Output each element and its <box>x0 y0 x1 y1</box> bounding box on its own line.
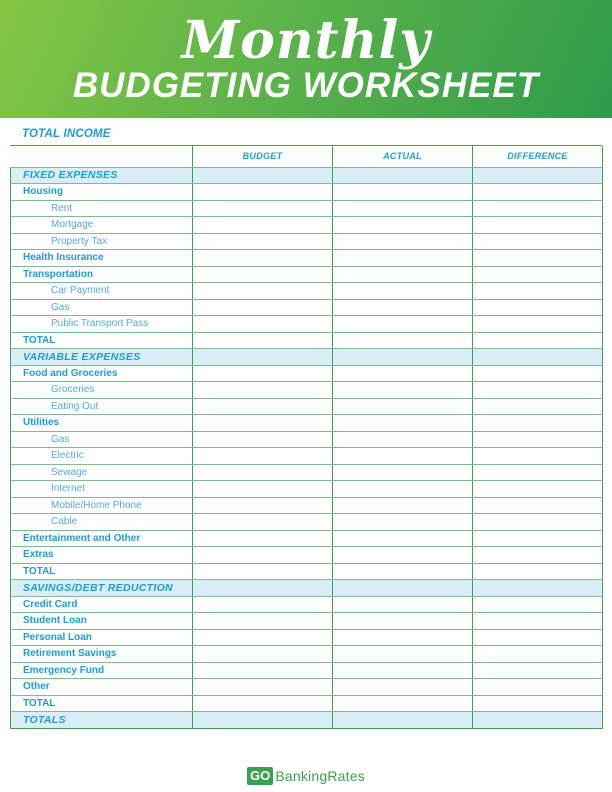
table-row <box>11 662 603 679</box>
difference-cell[interactable] <box>473 530 603 547</box>
difference-cell[interactable] <box>473 283 603 300</box>
table-row <box>11 481 603 498</box>
difference-cell[interactable] <box>473 580 603 597</box>
difference-cell[interactable] <box>473 712 603 729</box>
actual-cell[interactable] <box>333 662 473 679</box>
table-row <box>11 233 603 250</box>
table-row <box>11 415 603 432</box>
actual-cell[interactable] <box>333 250 473 267</box>
table-row <box>11 464 603 481</box>
row-label: Gas <box>11 431 193 448</box>
table-row <box>11 316 603 333</box>
budget-cell[interactable] <box>193 332 333 349</box>
row-label: Student Loan <box>11 613 193 630</box>
actual-cell[interactable] <box>333 349 473 366</box>
difference-cell[interactable] <box>473 250 603 267</box>
actual-cell[interactable] <box>333 514 473 531</box>
difference-cell[interactable] <box>473 217 603 234</box>
row-label: SAVINGS/DEBT REDUCTION <box>11 580 193 597</box>
row-label: Other <box>11 679 193 696</box>
row-label: Rent <box>11 200 193 217</box>
title-budgeting-worksheet: BUDGETING WORKSHEET <box>72 65 540 105</box>
difference-cell[interactable] <box>473 497 603 514</box>
budget-cell[interactable] <box>193 316 333 333</box>
actual-cell[interactable] <box>333 580 473 597</box>
budget-cell[interactable] <box>193 530 333 547</box>
table-row <box>11 679 603 696</box>
difference-cell[interactable] <box>473 547 603 564</box>
row-label: Internet <box>11 481 193 498</box>
difference-cell[interactable] <box>473 349 603 366</box>
row-label: Utilities <box>11 415 193 432</box>
table-row <box>11 695 603 712</box>
table-row <box>11 200 603 217</box>
difference-cell[interactable] <box>473 184 603 201</box>
difference-cell[interactable] <box>473 200 603 217</box>
actual-cell[interactable] <box>333 217 473 234</box>
difference-cell[interactable] <box>473 365 603 382</box>
budget-column-header: BUDGET <box>193 146 333 167</box>
table-row <box>11 184 603 201</box>
table-row <box>11 712 603 729</box>
table-row <box>11 580 603 597</box>
actual-cell[interactable] <box>333 415 473 432</box>
budget-cell[interactable] <box>193 497 333 514</box>
actual-cell[interactable] <box>333 167 473 184</box>
total-income-row <box>10 118 602 146</box>
budget-cell[interactable] <box>193 382 333 399</box>
table-row <box>11 349 603 366</box>
budget-cell[interactable] <box>193 184 333 201</box>
actual-cell[interactable] <box>333 646 473 663</box>
budget-table <box>10 146 603 729</box>
actual-cell[interactable] <box>333 613 473 630</box>
row-label: Entertainment and Other <box>11 530 193 547</box>
budget-cell[interactable] <box>193 365 333 382</box>
table-row <box>11 398 603 415</box>
difference-cell[interactable] <box>473 431 603 448</box>
budget-cell[interactable] <box>193 266 333 283</box>
row-label: Mobile/Home Phone <box>11 497 193 514</box>
actual-cell[interactable] <box>333 398 473 415</box>
budget-cell[interactable] <box>193 167 333 184</box>
row-label: Transportation <box>11 266 193 283</box>
row-label: Groceries <box>11 382 193 399</box>
difference-cell[interactable] <box>473 316 603 333</box>
row-label: Credit Card <box>11 596 193 613</box>
actual-cell[interactable] <box>333 184 473 201</box>
row-label: FIXED EXPENSES <box>11 167 193 184</box>
difference-cell[interactable] <box>473 382 603 399</box>
actual-cell[interactable] <box>333 283 473 300</box>
budget-cell[interactable] <box>193 629 333 646</box>
budget-cell[interactable] <box>193 547 333 564</box>
budget-cell[interactable] <box>193 283 333 300</box>
difference-cell[interactable] <box>473 464 603 481</box>
table-row <box>11 547 603 564</box>
budget-cell[interactable] <box>193 464 333 481</box>
title-monthly: Monthly <box>181 9 431 71</box>
actual-cell[interactable] <box>333 382 473 399</box>
budget-cell[interactable] <box>193 415 333 432</box>
total-income-label: TOTAL INCOME <box>22 128 111 140</box>
actual-cell[interactable] <box>333 530 473 547</box>
table-row <box>11 332 603 349</box>
budget-cell[interactable] <box>193 233 333 250</box>
difference-cell[interactable] <box>473 662 603 679</box>
column-header-row <box>11 146 603 167</box>
table-row <box>11 217 603 234</box>
actual-cell[interactable] <box>333 299 473 316</box>
difference-cell[interactable] <box>473 613 603 630</box>
budget-cell[interactable] <box>193 580 333 597</box>
table-row <box>11 365 603 382</box>
difference-cell[interactable] <box>473 481 603 498</box>
difference-cell[interactable] <box>473 415 603 432</box>
table-row <box>11 382 603 399</box>
row-label: Food and Groceries <box>11 365 193 382</box>
budget-cell[interactable] <box>193 695 333 712</box>
budget-cell[interactable] <box>193 349 333 366</box>
row-label: Sewage <box>11 464 193 481</box>
difference-cell[interactable] <box>473 167 603 184</box>
gobankingrates-logo-badge: GO <box>247 767 273 785</box>
actual-cell[interactable] <box>333 200 473 217</box>
budget-cell[interactable] <box>193 431 333 448</box>
actual-cell[interactable] <box>333 679 473 696</box>
table-row <box>11 514 603 531</box>
row-label: Property Tax <box>11 233 193 250</box>
label-column-header <box>11 146 193 167</box>
table-row <box>11 448 603 465</box>
budget-cell[interactable] <box>193 398 333 415</box>
difference-cell[interactable] <box>473 332 603 349</box>
row-label: TOTAL <box>11 563 193 580</box>
table-row <box>11 283 603 300</box>
budget-cell[interactable] <box>193 662 333 679</box>
actual-cell[interactable] <box>333 365 473 382</box>
row-label: Emergency Fund <box>11 662 193 679</box>
row-label: Electric <box>11 448 193 465</box>
row-label: Retirement Savings <box>11 646 193 663</box>
actual-cell[interactable] <box>333 481 473 498</box>
actual-cell[interactable] <box>333 629 473 646</box>
budget-cell[interactable] <box>193 299 333 316</box>
row-label: Eating Out <box>11 398 193 415</box>
difference-cell[interactable] <box>473 596 603 613</box>
footer <box>0 759 612 792</box>
actual-cell[interactable] <box>333 233 473 250</box>
actual-cell[interactable] <box>333 712 473 729</box>
row-label: Gas <box>11 299 193 316</box>
difference-cell[interactable] <box>473 514 603 531</box>
row-label: Health Insurance <box>11 250 193 267</box>
actual-cell[interactable] <box>333 464 473 481</box>
budget-cell[interactable] <box>193 712 333 729</box>
row-label: Cable <box>11 514 193 531</box>
actual-cell[interactable] <box>333 547 473 564</box>
budget-cell[interactable] <box>193 563 333 580</box>
row-label: TOTAL <box>11 332 193 349</box>
budget-cell[interactable] <box>193 613 333 630</box>
row-label: Public Transport Pass <box>11 316 193 333</box>
difference-cell[interactable] <box>473 646 603 663</box>
budget-cell[interactable] <box>193 448 333 465</box>
budget-cell[interactable] <box>193 646 333 663</box>
difference-cell[interactable] <box>473 695 603 712</box>
table-row <box>11 250 603 267</box>
row-label: Personal Loan <box>11 629 193 646</box>
table-row <box>11 596 603 613</box>
header-banner <box>0 0 612 118</box>
table-row <box>11 563 603 580</box>
budget-cell[interactable] <box>193 596 333 613</box>
actual-cell[interactable] <box>333 596 473 613</box>
budget-cell[interactable] <box>193 250 333 267</box>
difference-cell[interactable] <box>473 629 603 646</box>
actual-cell[interactable] <box>333 316 473 333</box>
row-label: TOTALS <box>11 712 193 729</box>
difference-cell[interactable] <box>473 448 603 465</box>
table-row <box>11 299 603 316</box>
difference-column-header: DIFFERENCE <box>473 146 603 167</box>
budget-cell[interactable] <box>193 514 333 531</box>
difference-cell[interactable] <box>473 398 603 415</box>
budget-cell[interactable] <box>193 217 333 234</box>
row-label: VARIABLE EXPENSES <box>11 349 193 366</box>
table-row <box>11 497 603 514</box>
row-label: Car Payment <box>11 283 193 300</box>
table-row <box>11 266 603 283</box>
actual-column-header: ACTUAL <box>333 146 473 167</box>
difference-cell[interactable] <box>473 233 603 250</box>
actual-cell[interactable] <box>333 448 473 465</box>
table-row <box>11 646 603 663</box>
actual-cell[interactable] <box>333 266 473 283</box>
table-row <box>11 431 603 448</box>
actual-cell[interactable] <box>333 332 473 349</box>
budget-cell[interactable] <box>193 679 333 696</box>
actual-cell[interactable] <box>333 695 473 712</box>
gobankingrates-logo-text: BankingRates <box>275 767 365 784</box>
actual-cell[interactable] <box>333 563 473 580</box>
table-row <box>11 530 603 547</box>
row-label: Extras <box>11 547 193 564</box>
actual-cell[interactable] <box>333 497 473 514</box>
budget-cell[interactable] <box>193 200 333 217</box>
row-label: TOTAL <box>11 695 193 712</box>
row-label: Mortgage <box>11 217 193 234</box>
table-row <box>11 613 603 630</box>
budget-cell[interactable] <box>193 481 333 498</box>
row-label: Housing <box>11 184 193 201</box>
table-row <box>11 167 603 184</box>
difference-cell[interactable] <box>473 679 603 696</box>
difference-cell[interactable] <box>473 266 603 283</box>
difference-cell[interactable] <box>473 299 603 316</box>
actual-cell[interactable] <box>333 431 473 448</box>
table-row <box>11 629 603 646</box>
difference-cell[interactable] <box>473 563 603 580</box>
